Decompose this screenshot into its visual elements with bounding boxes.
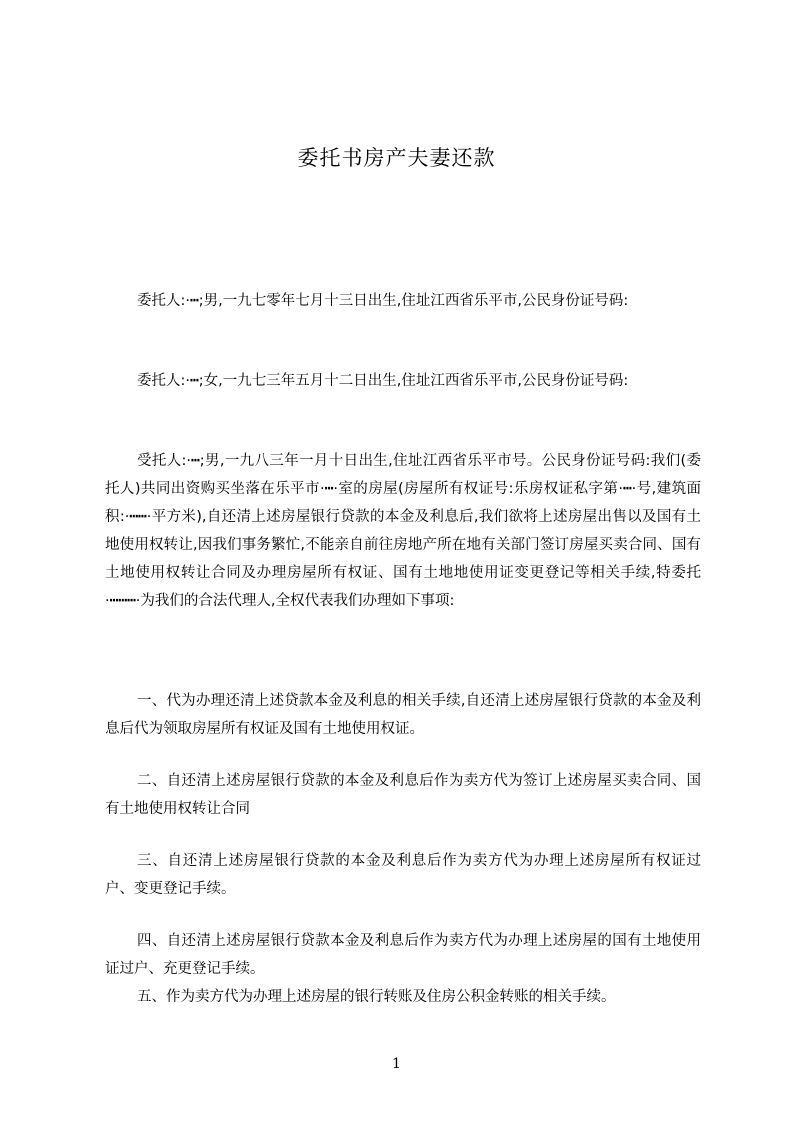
paragraph-item-5: 五、作为卖方代为办理上述房屋的银行转账及住房公积金转账的相关手续。 [137, 989, 616, 1005]
paragraph-item-2: 二、自还清上述房屋银行贷款的本金及利息后作为卖方代为签订上述房屋买卖合同、国有土地使用权转让合同 [105, 773, 701, 817]
paragraph-principal-1: 委托人:·┅;男,一九七零年七月十三日出生,住址江西省乐平市,公民身份证号码: [137, 293, 629, 309]
paragraph-item-4: 四、自还清上述房屋银行贷款本金及利息后作为卖方代为办理上述房屋的国有土地使用证过户、充更登记手续。 [105, 933, 701, 977]
paragraph-item-3: 三、自还清上述房屋银行贷款的本金及利息后作为卖方代为办理上述房屋所有权证过户、变更登记手续。 [105, 853, 701, 897]
paragraph-agent: 受托人:·┅;男,一九八三年一月十日出生,住址江西省乐平市号。公民身份证号码:我们(委托人)共同出资购买坐落在乐平市·┅·室的房屋(房屋所有权证号:乐房权证私字第·┅·号,建筑面积:·┅┅·平方米),自还清上述房屋银行贷款的本金及利息后,我们欲将上述房屋出售以及国有土地使用权转让,因我们事务繁忙,不能亲自前往房地产所在地有关部门签订房屋买卖合同、国有土地使用权转让合同及办理房屋所有权证、国有土地地使用证变更登记等相关手续,特委托·┅┅┅·为我们的合法代理人,全权代表我们办理如下事项: [105, 453, 701, 609]
paragraph-principal-2: 委托人:·┅;女,一九七三年五月十二日出生,住址江西省乐平市,公民身份证号码: [137, 373, 629, 389]
document-title: 委托书房产夫妻还款 [297, 146, 496, 170]
paragraph-item-1: 一、代为办理还清上述贷款本金及利息的相关手续,自还清上述房屋银行贷款的本金及利息后代为领取房屋所有权证及国有土地使用权证。 [105, 693, 701, 737]
page-number: 1 [392, 1056, 401, 1072]
